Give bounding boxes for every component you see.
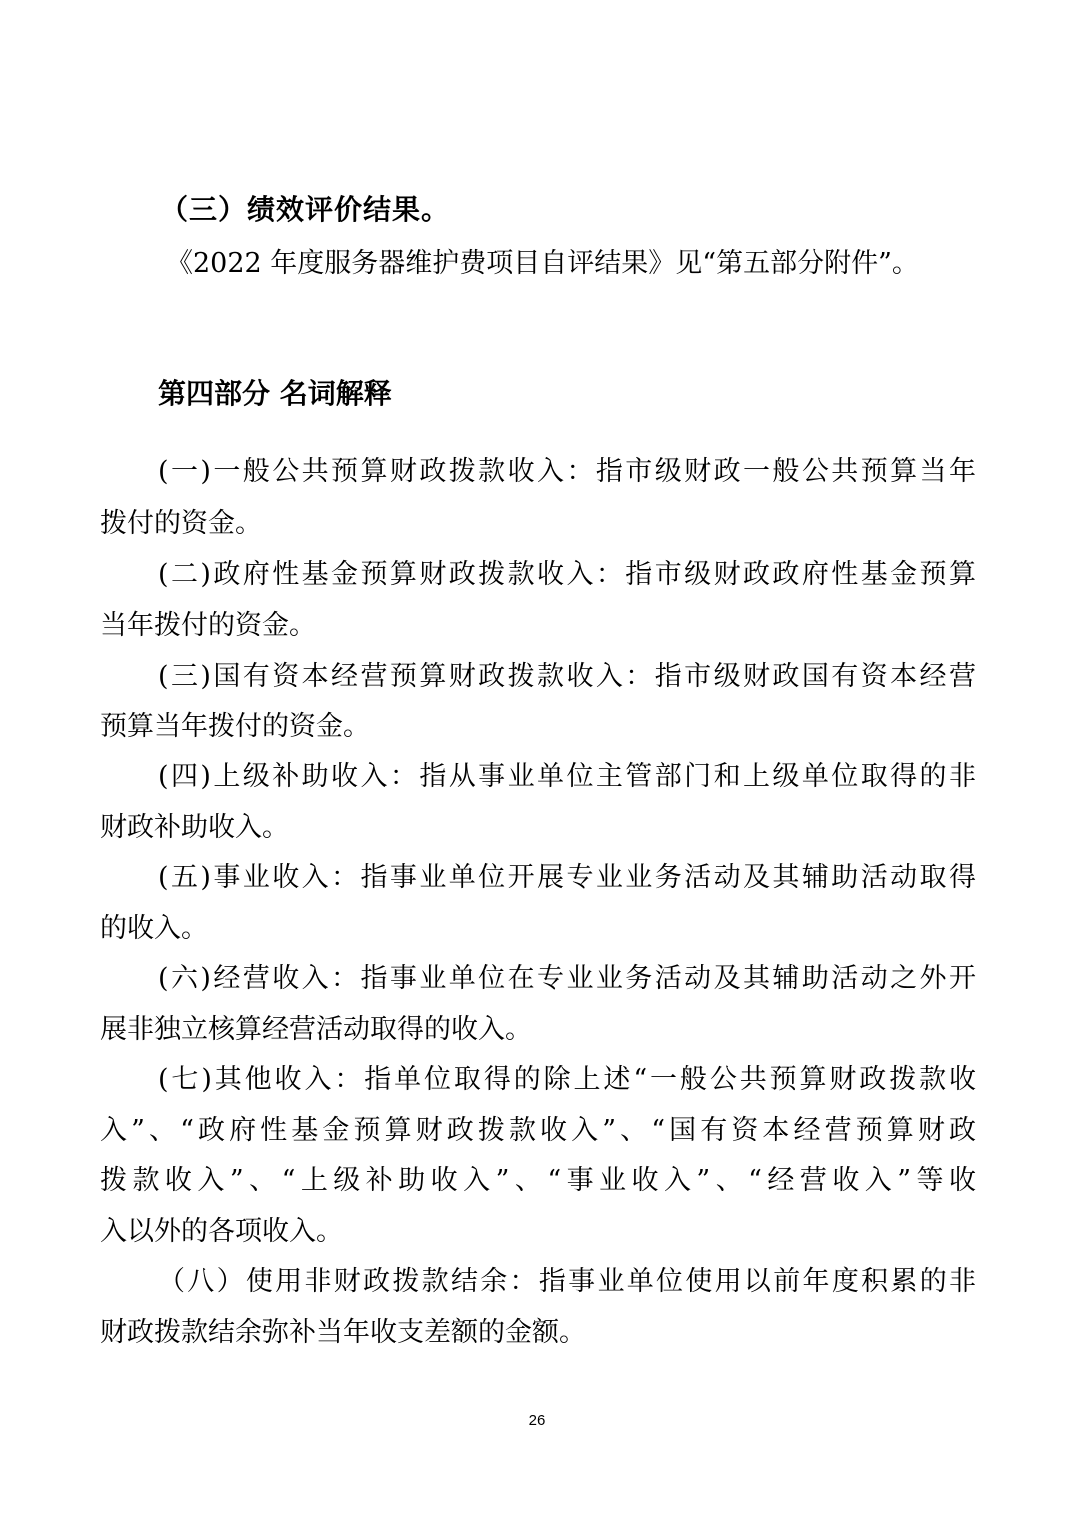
part-four-heading: 第四部分 名词解释 — [158, 377, 392, 410]
definition-4-line-2: 财政补助收入。 — [100, 812, 289, 843]
definition-7-line-2: 入”、“政府性基金预算财政拨款收入”、“国有资本经营预算财政 — [100, 1115, 976, 1146]
definition-1-line-1: (一)一般公共预算财政拨款收入：指市级财政一般公共预算当年 — [158, 456, 976, 487]
definition-7-line-4: 入以外的各项收入。 — [100, 1216, 343, 1247]
definition-7-line-3: 拨款收入”、“上级补助收入”、“事业收入”、“经营收入”等收 — [100, 1165, 976, 1196]
definition-5-line-2: 的收入。 — [100, 913, 208, 944]
definition-2-line-1: (二)政府性基金预算财政拨款收入：指市级财政政府性基金预算 — [158, 559, 976, 590]
definition-6-line-1: (六)经营收入：指事业单位在专业业务活动及其辅助活动之外开 — [158, 963, 976, 994]
definition-3-line-1: (三)国有资本经营预算财政拨款收入：指市级财政国有资本经营 — [158, 661, 976, 692]
definition-3-line-2: 预算当年拨付的资金。 — [100, 711, 370, 742]
definition-2-line-2: 当年拨付的资金。 — [100, 610, 316, 641]
page-number: 26 — [528, 1412, 546, 1429]
definition-8-line-2: 财政拨款结余弥补当年收支差额的金额。 — [100, 1317, 586, 1348]
definition-4-line-1: (四)上级补助收入：指从事业单位主管部门和上级单位取得的非 — [158, 761, 976, 792]
definition-8-line-1: （八）使用非财政拨款结余：指事业单位使用以前年度积累的非 — [158, 1266, 976, 1297]
section-three-text: 《2022 年度服务器维护费项目自评结果》见“第五部分附件”。 — [166, 248, 919, 279]
definition-1-line-2: 拨付的资金。 — [100, 508, 262, 539]
definition-7-line-1: (七)其他收入：指单位取得的除上述“一般公共预算财政拨款收 — [158, 1064, 976, 1095]
section-three-heading: （三）绩效评价结果。 — [160, 193, 451, 226]
definition-5-line-1: (五)事业收入：指事业单位开展专业业务活动及其辅助活动取得 — [158, 862, 976, 893]
definition-6-line-2: 展非独立核算经营活动取得的收入。 — [100, 1014, 532, 1045]
